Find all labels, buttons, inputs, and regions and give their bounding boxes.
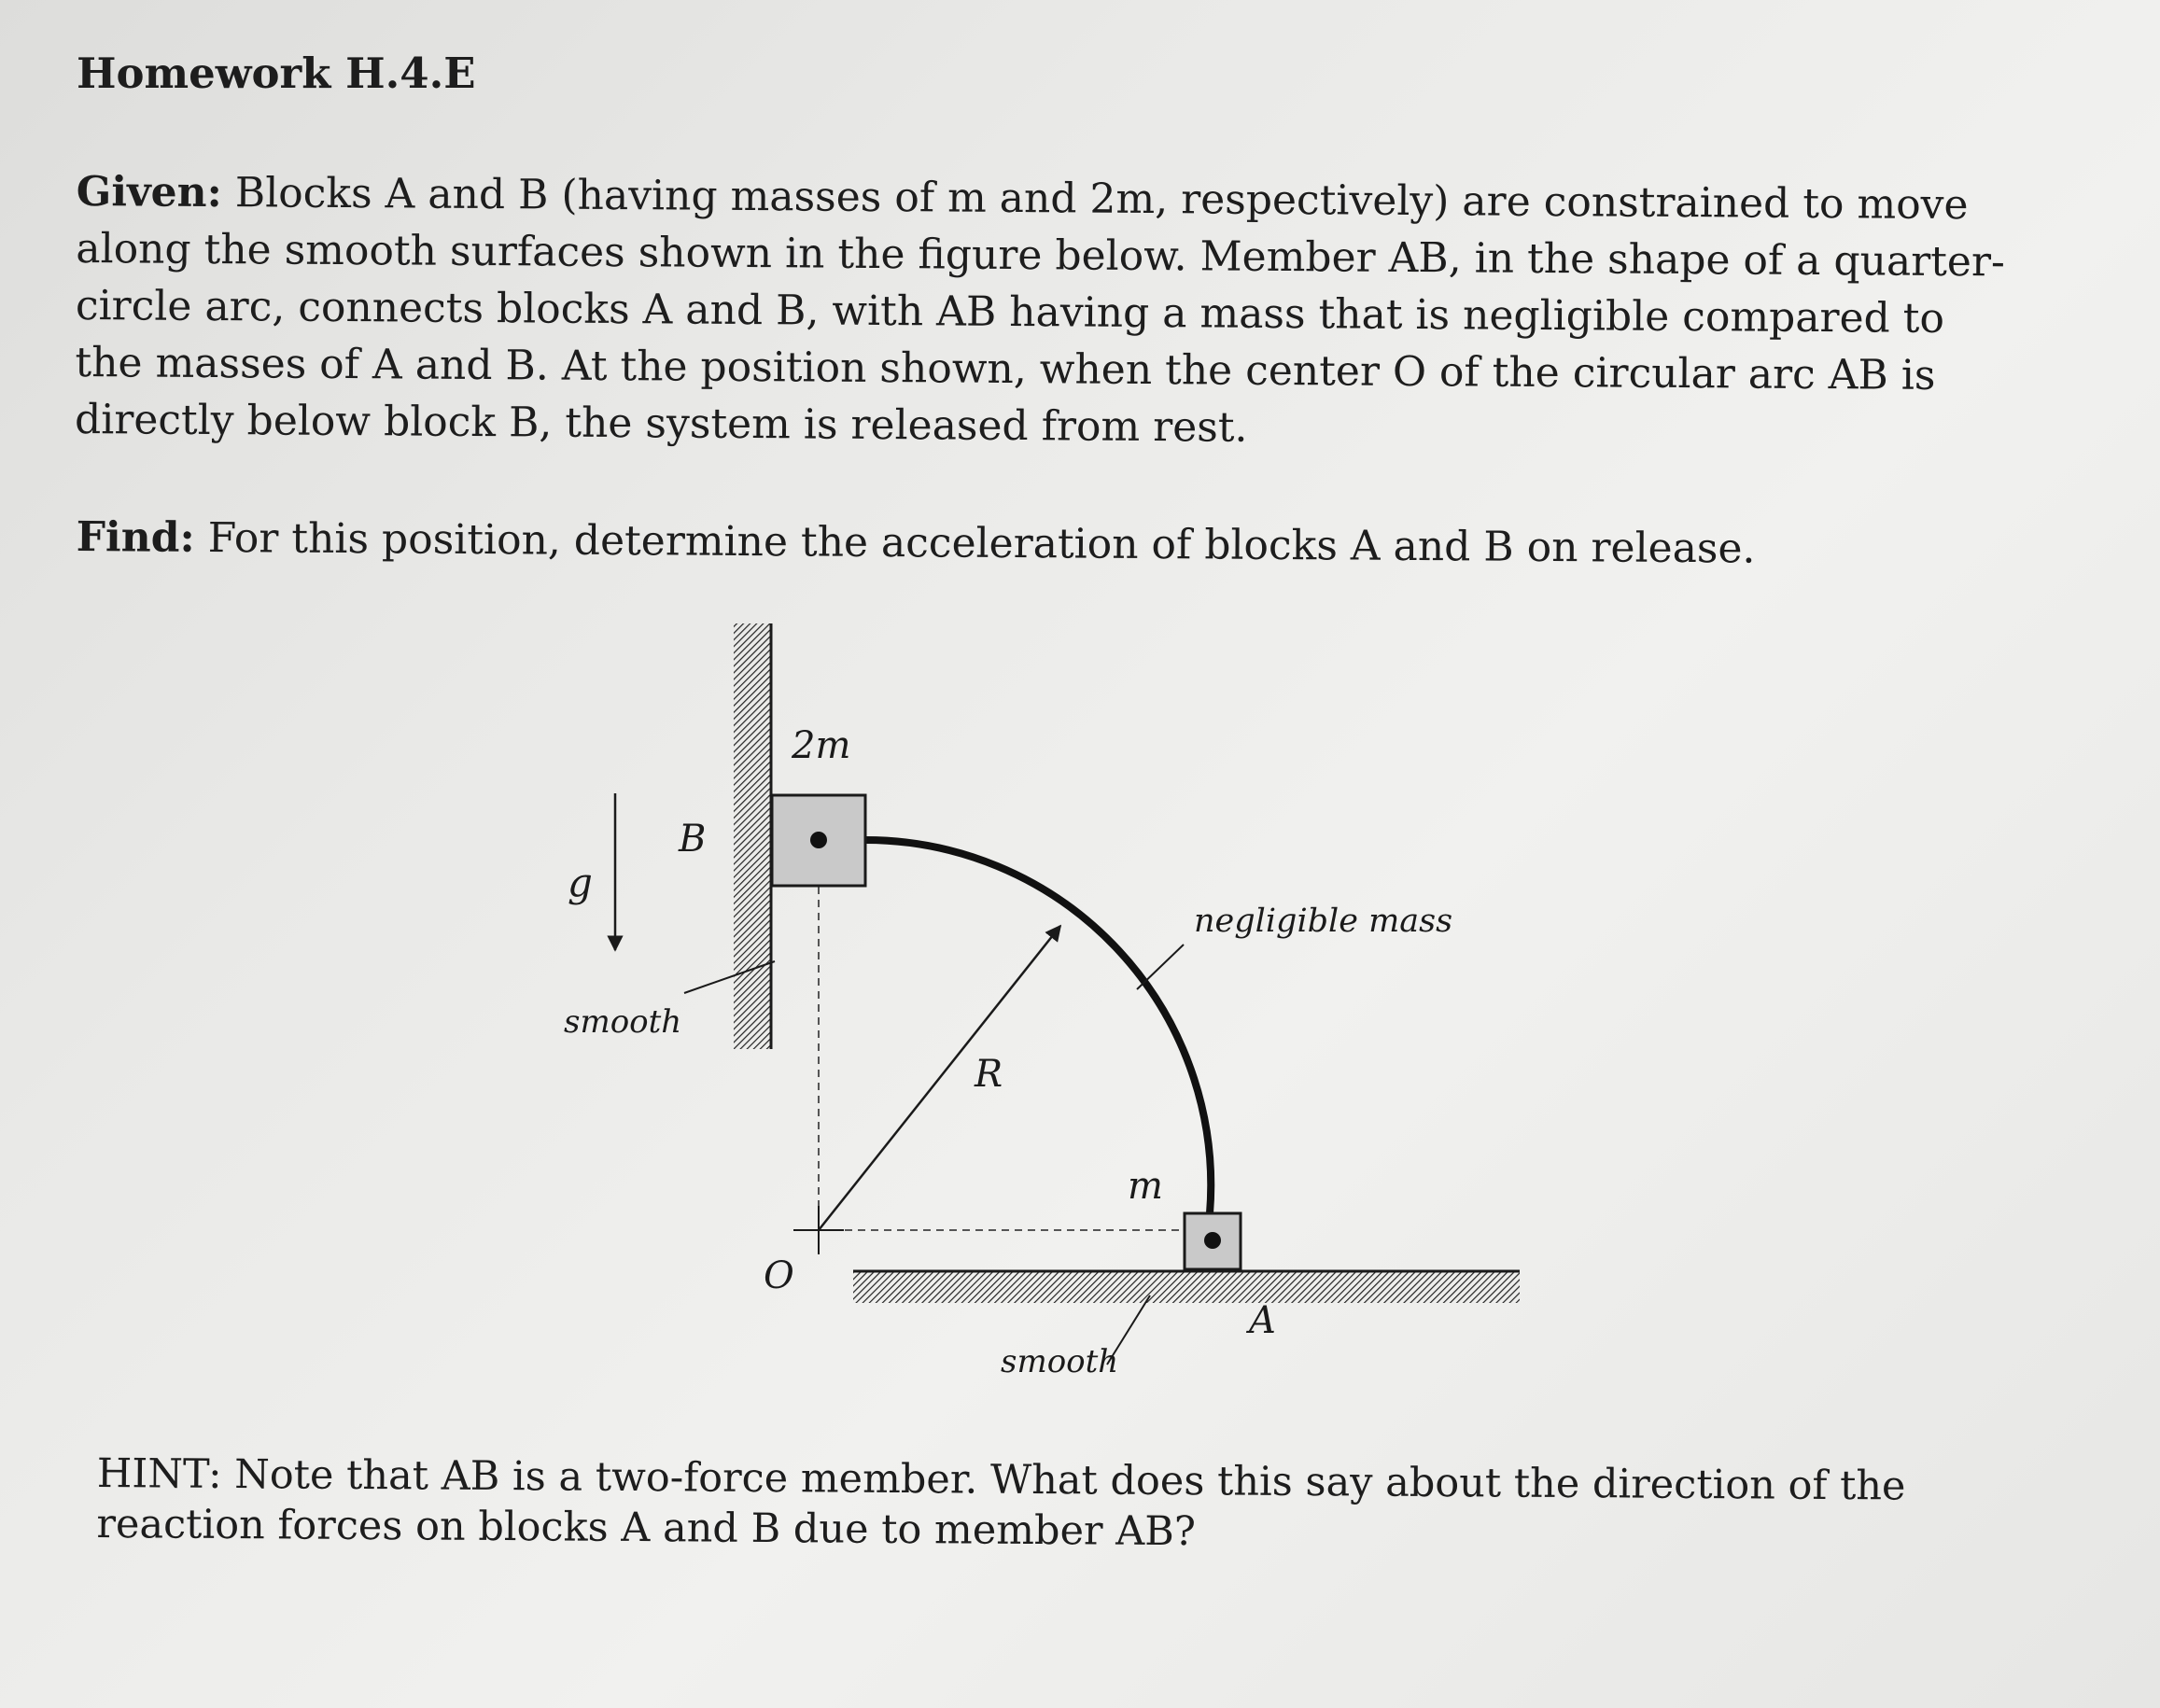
floor-hatching — [853, 1271, 1520, 1303]
block-a-pin — [1204, 1232, 1221, 1249]
label-block-a: A — [1249, 1299, 1276, 1342]
wall-hatching — [734, 623, 771, 1049]
label-block-b: B — [679, 818, 707, 861]
page-title: Homework H.4.E — [77, 49, 476, 98]
label-gravity: g — [568, 860, 593, 905]
label-mass-m: m — [1128, 1165, 1163, 1208]
hint-text: HINT: Note that AB is a two-force member. What does this say about the direction of the reaction forces on blocks A and B due to member AB? — [96, 1450, 1906, 1556]
find-text: For this position, determine the acceleration of blocks A and B on release. — [207, 513, 1756, 573]
label-radius: R — [975, 1053, 1003, 1096]
arc-note-leader — [1137, 945, 1184, 989]
label-wall-smooth: smooth — [564, 1003, 682, 1041]
label-center-o: O — [764, 1254, 794, 1297]
arc-member-ab — [864, 840, 1211, 1213]
label-floor-smooth: smooth — [1001, 1343, 1119, 1380]
find-label: Find: — [76, 512, 195, 562]
label-mass-2m: 2m — [792, 724, 851, 767]
radius-arrow — [819, 926, 1060, 1230]
given-label: Given: — [76, 167, 223, 217]
given-text: Blocks A and B (having masses of m and 2m, respectively) are constrained to move along the smooth surfaces shown in the figure below. Member AB, in the shape of a quarter-circle arc, connects blocks A and B, with AB having a mass that is negligible compared to the masses of A and B. At the position shown, when the center O of the circular arc AB is directly below block B, the system is released from rest. — [74, 169, 2006, 452]
block-b-pin — [810, 832, 827, 848]
label-negligible-mass: negligible mass — [1194, 903, 1453, 940]
